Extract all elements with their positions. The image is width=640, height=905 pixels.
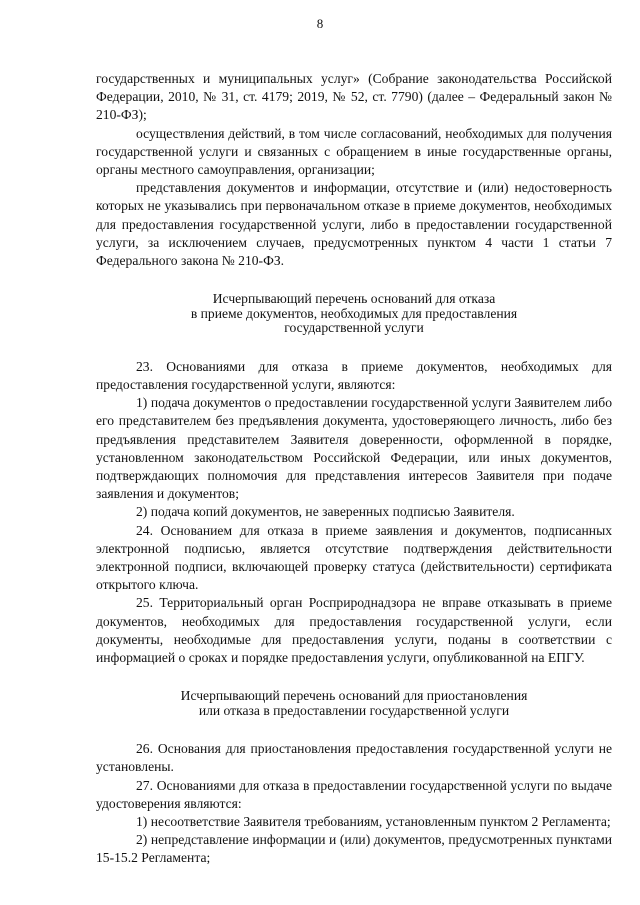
document-body [96, 70, 612, 868]
paragraph-23: 23. Основаниями для отказа в приеме документов, необходимых для предоставления государственной услуги, являются: [96, 358, 612, 392]
section-heading-suspension-refusal [96, 689, 612, 718]
heading-line: Исчерпывающий перечень оснований для приостановления [180, 688, 528, 704]
list-item-2: 2) непредставление информации и (или) документов, предусмотренных пунктами 15-15.2 Регламента; [96, 832, 612, 866]
heading-line: или отказа в предоставлении государственной услуги [198, 702, 510, 718]
page-number: 8 [316, 16, 324, 31]
heading-line: государственной услуги [284, 320, 424, 336]
list-item-1: 1) несоответствие Заявителя требованиям, установленным пунктом 2 Регламента; [136, 814, 611, 829]
paragraph-27: 27. Основаниями для отказа в предоставлении государственной услуги по выдаче удостоверения являются: [96, 777, 612, 811]
section-heading-refusal-acceptance [96, 292, 612, 336]
paragraph-26: 26. Основания для приостановления предоставления государственной услуги не установлены. [96, 741, 612, 775]
list-item-2: 2) подача копий документов, не заверенных подписью Заявителя. [136, 504, 515, 520]
paragraph-24: 24. Основанием для отказа в приеме заявления и документов, подписанных электронной подписью, является отсутствие подтверждения действительности электронной подписи, включающей проверку статуса (действительности) сертификата открытого ключа. [96, 522, 612, 593]
heading-line: Исчерпывающий перечень оснований для отказа [212, 291, 496, 307]
paragraph: осуществления действий, в том числе согласований, необходимых для получения государственной услуги и связанных с обращением в иные государственные органы, органы местного самоуправления, организации; [96, 125, 612, 178]
paragraph: представления документов и информации, отсутствие и (или) недостоверность которых не указывались при первоначальном отказе в приеме документов, необходимых для предоставления государственной услуги, либо в предоставлении государственной услуги, за исключением случаев, предусмотренных пунктом 4 части 1 статьи 7 Федерального закона № 210-ФЗ. [96, 180, 612, 269]
list-item-1: 1) подача документов о предоставлении государственной услуги Заявителем либо его представителем без предъявления документа, удостоверяющего личность, либо без предъявления представителем Заявителя доверенности, оформленной в порядке, установленном законодательством Российской Федерации, или иных документов, подтверждающих полномочия для представления интересов Заявителя при подаче заявления и документов; [96, 395, 612, 502]
heading-line: в приеме документов, необходимых для предоставления [190, 305, 518, 321]
paragraph: государственных и муниципальных услуг» (Собрание законодательства Российской Федерации, 2010, № 31, ст. 4179; 2019, № 52, ст. 7790) (далее – Федеральный закон № 210-ФЗ); [96, 71, 612, 123]
paragraph-25: 25. Территориальный орган Росприроднадзора не вправе отказывать в приеме документов, необходимых для предоставления государственной услуги, если документы, необходимые для предоставления услуги, поданы в соответствии с информацией о сроках и порядке предоставления услуги, опубликованной на ЕПГУ. [96, 595, 612, 665]
